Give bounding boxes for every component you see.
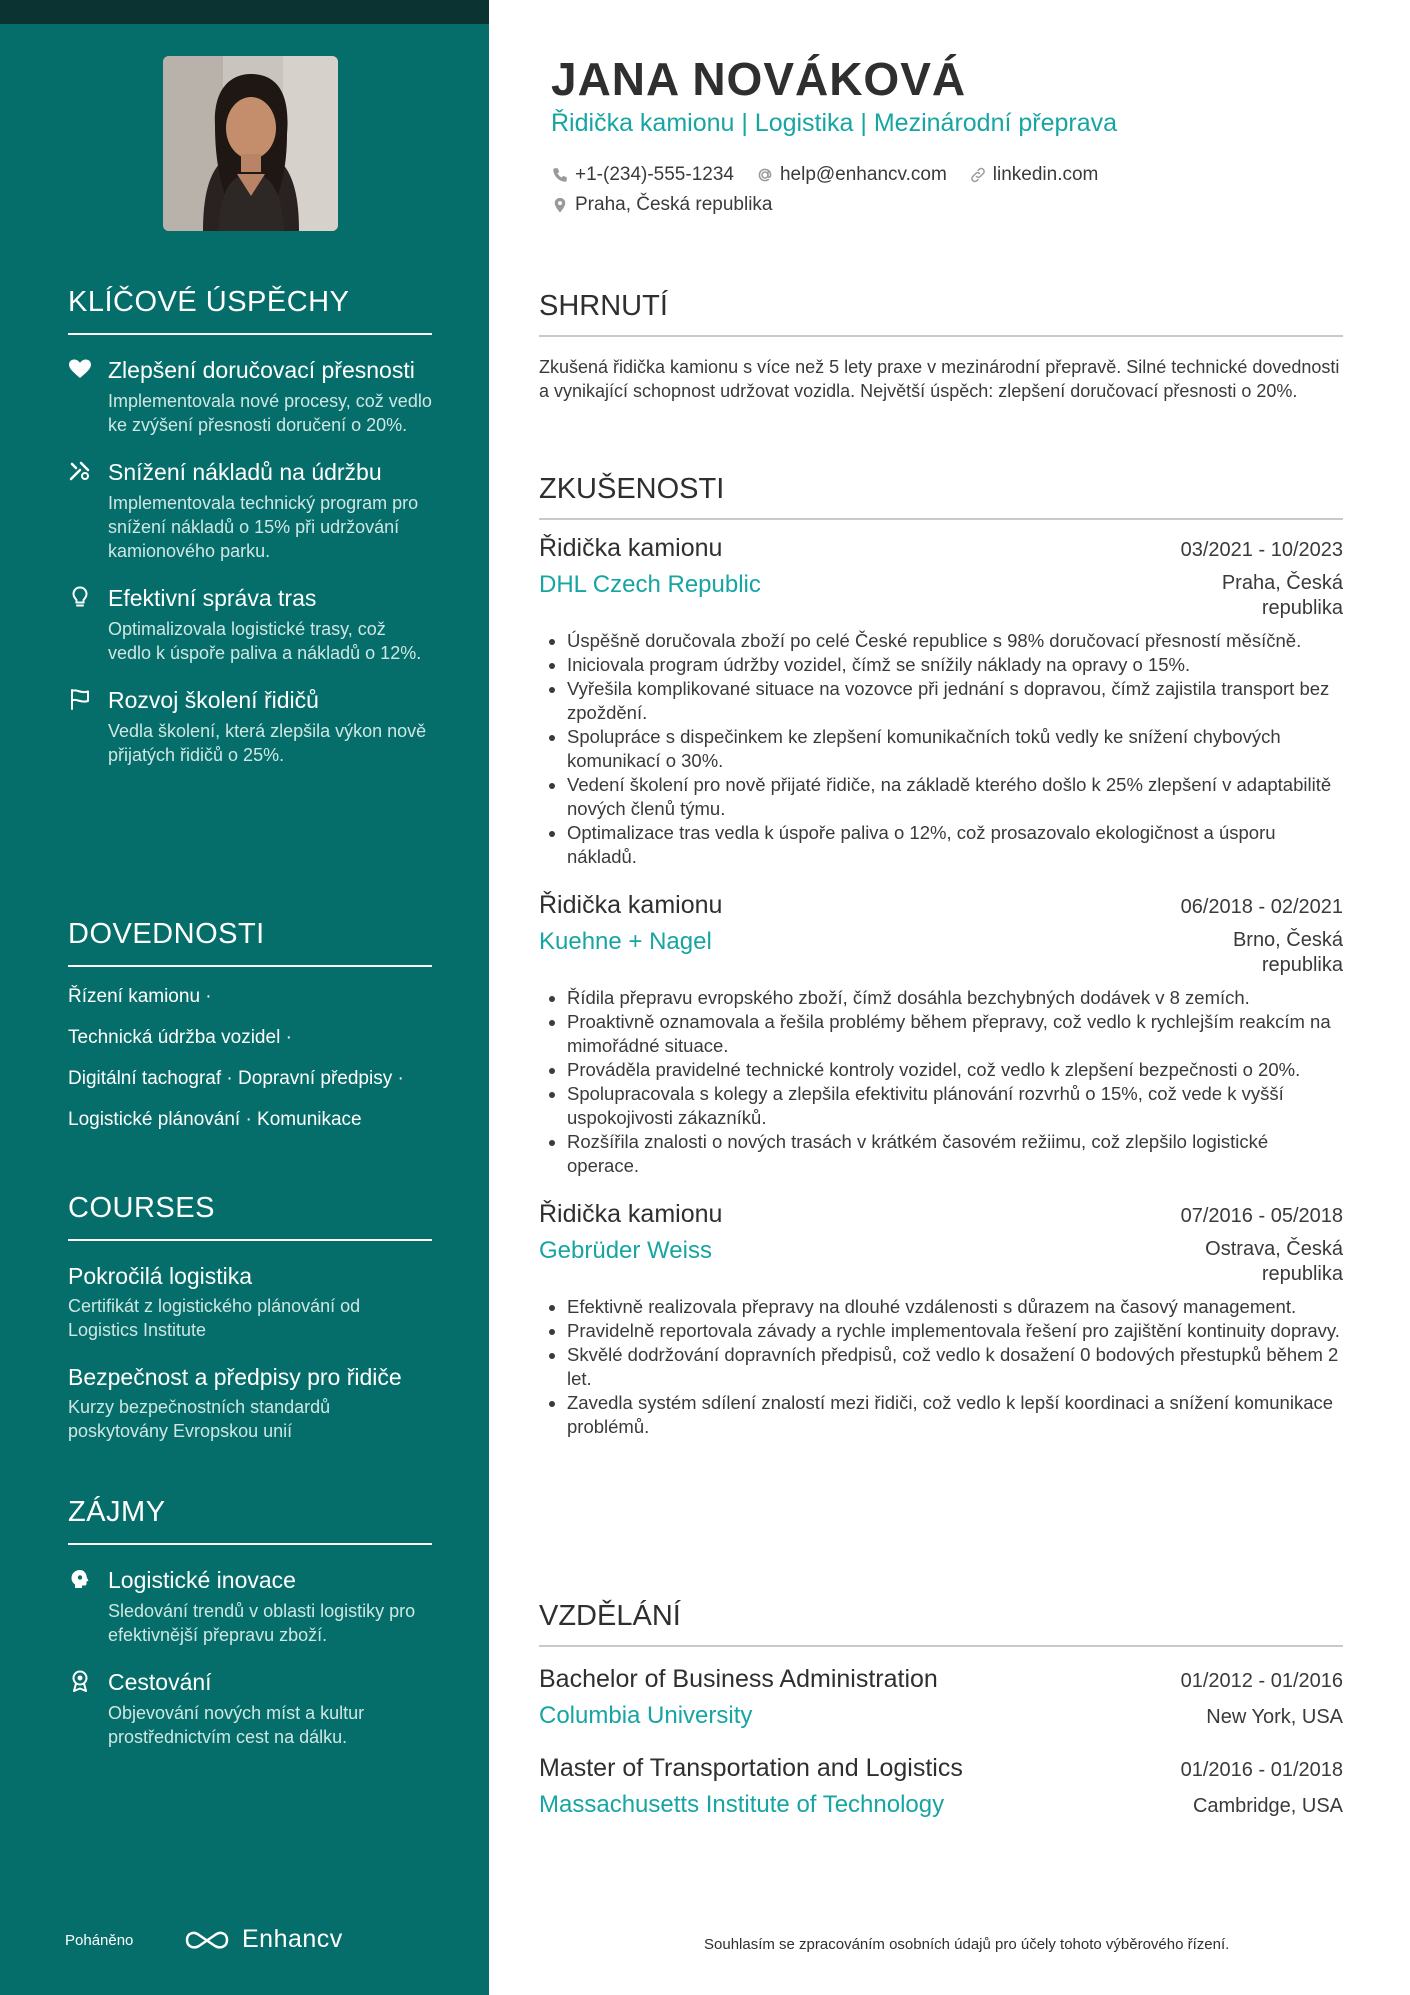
job-company: DHL Czech Republic (539, 571, 761, 598)
skill-line: Logistické plánování · Komunikace (68, 1109, 362, 1130)
sidebar-top-bar (0, 0, 489, 24)
experience-title: ZKUŠENOSTI (539, 473, 1343, 520)
job-bullet: • Prováděla pravidelné technické kontroly vozidel, což vedlo k zlepšení bezpečnosti o 20%. (567, 1058, 1343, 1082)
education-location: New York, USA (1206, 1706, 1343, 1728)
achievement-title: Snížení nákladů na údržbu (108, 459, 382, 485)
skills-title: DOVEDNOSTI (68, 918, 432, 967)
job-bullets (539, 986, 1343, 1178)
job-bullet: • Iniciovala program údržby vozidel, čímž se snížily náklady na opravy o 15%. (567, 653, 1343, 677)
achievements-title: KLÍČOVÉ ÚSPĚCHY (68, 286, 432, 335)
location-text: Praha, Česká republika (575, 194, 773, 215)
skills-section (68, 918, 432, 1131)
link-icon (969, 166, 987, 184)
achievement-desc: Optimalizovala logistické trasy, což vedlo k úspoře paliva a nákladů o 12%. (108, 619, 422, 663)
education-entry (539, 1754, 1343, 1819)
brain-icon (68, 1567, 94, 1593)
job-role: Řidička kamionu (539, 891, 723, 919)
job-role: Řidička kamionu (539, 1200, 723, 1228)
experience-section (539, 473, 1343, 1439)
courses-section (68, 1192, 432, 1443)
powered-by-label: Poháněno (65, 1932, 134, 1949)
achievement-desc: Vedla školení, která zlepšila výkon nově přijatých řidičů o 25%. (108, 721, 427, 765)
job-dates: 06/2018 - 02/2021 (1180, 896, 1343, 918)
education-title: VZDĚLÁNÍ (539, 1600, 1343, 1647)
course-item (68, 1261, 432, 1342)
interest-desc: Objevování nových míst a kultur prostřednictvím cest na dálku. (108, 1703, 365, 1747)
skill-line: Technická údržba vozidel · (68, 1027, 292, 1048)
email-text: help@enhancv.com (779, 164, 947, 185)
skill-line: Digitální tachograf · Dopravní předpisy · (68, 1068, 404, 1089)
at-icon (756, 166, 774, 184)
course-desc: Kurzy bezpečnostních standardů poskytovány Evropskou unií (68, 1397, 331, 1441)
achievement-desc: Implementovala nové procesy, což vedlo ke zvýšení přesnosti doručení o 20%. (108, 391, 432, 435)
job-bullets (539, 629, 1343, 869)
enhancv-logo[interactable] (184, 1925, 343, 1954)
job-dates: 03/2021 - 10/2023 (1180, 539, 1343, 561)
job-bullet: • Spolupráce s dispečinkem ke zlepšení komunikačních toků vedly ke snížení chybových komunikací o 30%. (567, 725, 1343, 773)
summary-section (539, 290, 1343, 403)
contact-info (551, 160, 1120, 220)
heart-icon (68, 357, 94, 383)
job-bullet: • Úspěšně doručovala zboží po celé České republice s 98% doručovací přesností měsíčně. (567, 629, 1343, 653)
interests-title: ZÁJMY (68, 1496, 432, 1545)
achievements-section (68, 286, 432, 767)
course-desc: Certifikát z logistického plánování od Logistics Institute (68, 1296, 361, 1340)
interest-item (68, 1667, 432, 1749)
achievement-desc: Implementovala technický program pro snížení nákladů o 15% při udržování kamionového parku. (108, 493, 419, 561)
tools-icon (68, 459, 94, 485)
profile-photo (163, 56, 338, 231)
flag-icon (68, 687, 94, 713)
linkedin-text: linkedin.com (992, 164, 1099, 185)
job-bullet: • Proaktivně oznamovala a řešila problémy během přepravy, což vedlo k rychlejším reakcím na mimořádné situace. (567, 1010, 1343, 1058)
job-bullet: • Skvělé dodržování dopravních předpisů, což vedlo k dosažení 0 bodových přestupků během 2 let. (567, 1343, 1343, 1391)
education-entry (539, 1665, 1343, 1730)
job-bullet: • Optimalizace tras vedla k úspoře paliva o 12%, což prosazovalo ekologičnost a úsporu nákladů. (567, 821, 1343, 869)
skill-line: Řízení kamionu · (68, 986, 212, 1007)
job-bullet: • Vyřešila komplikované situace na vozovce při jednání s dopravou, čímž zajistila transport bez zpoždění. (567, 677, 1343, 725)
job-bullet: • Spolupracovala s kolegy a zlepšila efektivitu plánování rozvrhů o 15%, což vede k vyšší uspokojivosti zákazníků. (567, 1082, 1343, 1130)
education-section (539, 1600, 1343, 1819)
job-location: Praha, Česká republika (1221, 572, 1343, 619)
course-title: Pokročilá logistika (68, 1263, 253, 1289)
interest-desc: Sledování trendů v oblasti logistiky pro efektivnější přepravu zboží. (108, 1601, 416, 1645)
interest-item (68, 1565, 432, 1647)
job-bullet: • Pravidelně reportovala závady a rychle implementovala řešení pro zajištění kontinuity dopravy. (567, 1319, 1343, 1343)
course-title: Bezpečnost a předpisy pro řidiče (68, 1364, 402, 1390)
award-icon (68, 1669, 94, 1695)
job-bullet: • Zavedla systém sdílení znalostí mezi řidiči, což vedlo k lepší koordinaci a snížení komunikace problémů. (567, 1391, 1343, 1439)
consent-statement: Souhlasím se zpracováním osobních údajů pro účely tohoto výběrového řízení. (704, 1936, 1230, 1953)
enhancv-brand-text: Enhancv (242, 1925, 343, 1953)
job-company: Gebrüder Weiss (539, 1237, 712, 1264)
job-bullet: • Vedení školení pro nově přijaté řidiče, na základě kterého došlo k 25% zlepšení v adaptabilitě nových členů týmu. (567, 773, 1343, 821)
job-entry (539, 534, 1343, 869)
education-dates: 01/2016 - 01/2018 (1180, 1759, 1343, 1781)
achievement-title: Rozvoj školení řidičů (108, 687, 319, 713)
achievement-item (68, 583, 432, 665)
education-degree: Master of Transportation and Logistics (539, 1754, 963, 1782)
job-entry (539, 1200, 1343, 1439)
phone-contact[interactable] (551, 164, 734, 186)
interest-title: Logistické inovace (108, 1567, 296, 1593)
course-item (68, 1362, 432, 1443)
job-location: Brno, Česká republika (1232, 929, 1343, 976)
achievement-title: Efektivní správa tras (108, 585, 317, 611)
job-dates: 07/2016 - 05/2018 (1180, 1205, 1343, 1227)
location-pin-icon (551, 196, 569, 214)
linkedin-contact[interactable] (969, 164, 1099, 186)
job-role: Řidička kamionu (539, 534, 723, 562)
job-entry (539, 891, 1343, 1178)
email-contact[interactable] (756, 164, 947, 186)
phone-icon (551, 166, 569, 184)
courses-title: COURSES (68, 1192, 432, 1241)
candidate-name: JANA NOVÁKOVÁ (551, 53, 967, 105)
location-contact (551, 194, 773, 216)
enhancv-logo-icon (184, 1927, 230, 1953)
education-location: Cambridge, USA (1192, 1795, 1343, 1817)
education-school: Massachusetts Institute of Technology (539, 1791, 945, 1818)
summary-text: Zkušená řidička kamionu s více než 5 lety praxe v mezinárodní přepravě. Silné technické dovednosti a vynikající schopnost udržovat vozidla. Největší úspěch: zlepšení doručovací přesnosti o 20%. (539, 357, 1340, 401)
phone-text: +1-(234)-555-1234 (575, 164, 734, 185)
job-company: Kuehne + Nagel (539, 928, 712, 955)
lightbulb-icon (68, 585, 94, 611)
interest-title: Cestování (108, 1669, 212, 1695)
achievement-item (68, 457, 432, 563)
education-school: Columbia University (539, 1702, 753, 1729)
summary-title: SHRNUTÍ (539, 290, 1343, 337)
interests-section (68, 1496, 432, 1749)
job-location: Ostrava, Česká republika (1205, 1238, 1343, 1285)
sidebar (0, 0, 489, 1995)
achievement-title: Zlepšení doručovací přesnosti (108, 357, 415, 383)
job-bullet: • Rozšířila znalosti o nových trasách v krátkém časovém režiimu, což zlepšilo logistické operace. (567, 1130, 1343, 1178)
achievement-item (68, 685, 432, 767)
education-degree: Bachelor of Business Administration (539, 1665, 938, 1693)
achievement-item (68, 355, 432, 437)
education-dates: 01/2012 - 01/2016 (1180, 1670, 1343, 1692)
job-bullet: • Řídila přepravu evropského zboží, čímž dosáhla bezchybných dodávek v 8 zemích. (567, 986, 1343, 1010)
job-bullet: • Efektivně realizovala přepravy na dlouhé vzdálenosti s důrazem na časový management. (567, 1295, 1343, 1319)
job-bullets (539, 1295, 1343, 1439)
candidate-headline: Řidička kamionu | Logistika | Mezinárodní přeprava (551, 109, 1118, 137)
